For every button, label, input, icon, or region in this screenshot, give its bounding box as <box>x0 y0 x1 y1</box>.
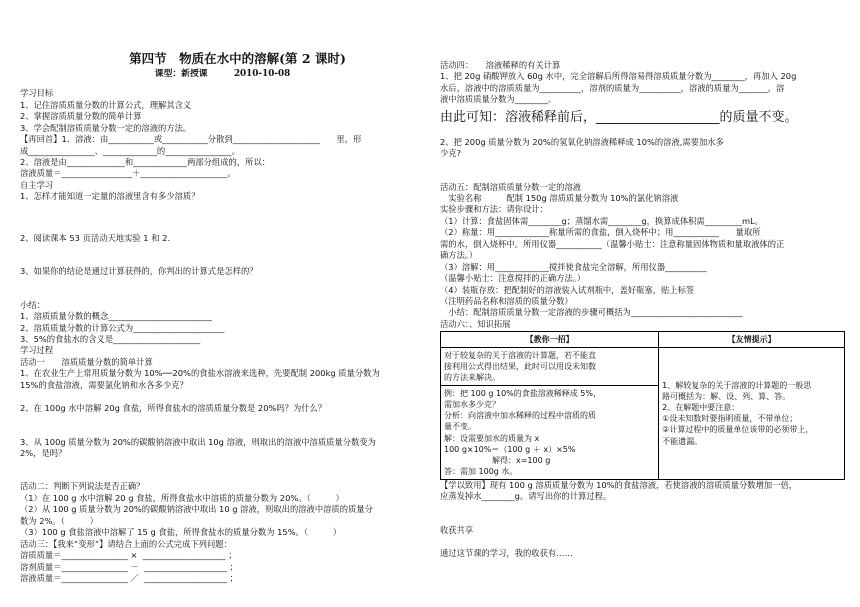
judge-item: 数为 2%。（ ） <box>20 515 99 526</box>
step-calc: （1）计算：食盐固体需________g；蒸馏水需________g，换算成体积需_________mL。 <box>440 215 764 226</box>
activity-4-q1: 水后，溶液中的溶质质量为__________，溶剂的质量为__________，溶液的质量为_______，溶 <box>440 82 785 93</box>
apply-question: 应蒸发掉水________g。请写出你的计算过程。 <box>440 491 612 502</box>
step-weigh: （2）称量：用_____________称量所需的食盐，倒入烧杯中；用___________ 量取所 <box>440 227 761 238</box>
table-example-cell: 例：把 100 g 10%的食盐溶液稀释成 5%， 需加水多少克？ 分析：向溶液中加水稀释的过程中溶质的质 量不变。 解：设需要加水的质量为 x 100 g×10%＝（100 g ＋ x）×5% 解得：x=100 g 答：需加 100g 水。 <box>441 386 659 479</box>
steps-heading: 实验步骤和方法：请你设计： <box>440 204 548 215</box>
activity-2-heading: 活动二：判断下列说法是否正确？ <box>20 481 145 492</box>
activity-1-q2: 2、在 100g 水中溶解 20g 食盐，所得食盐水的溶质质量分数是 20%吗？为什么？ <box>20 403 327 414</box>
table-hint-cell: 1、解较复杂的关于溶液的计算题的一般思 路可概括为：解、设、列、算、答。 2、在解题中要注意： ①设未知数时要指明质量，不带单位； ②计算过程中的质量单位该带的必须带上， 不能遗漏。 <box>659 348 845 479</box>
activity-6-heading: 活动六：、知识拓展 <box>440 318 511 329</box>
step-weigh: 确方法。） <box>440 250 478 261</box>
apply-question: 【学以致用】现有 100 g 溶质质量分数为 10%的食盐溶液，若使溶液的溶质质量分数增加一倍， <box>440 479 798 490</box>
activity-1-q3: 3、从 100g 质量分数为 20%的碳酸钠溶液中取出 10g 溶液，则取出的溶液中溶质质量分数变为 <box>20 436 376 447</box>
review-line: 【再回首】1、溶液：由___________或___________分散到_____________________ 里，形 <box>20 134 362 145</box>
activity-1-q1: 15%的食盐溶液，需要氯化钠和水各多少克？ <box>20 379 188 390</box>
table-header-hint: 【友情提示】 <box>659 332 845 348</box>
activity-5-summary: 小结：配制溶质质量分数一定溶液的步骤可概括为___________________________ <box>440 307 743 318</box>
experiment-name: 实验名称 配制 150g 溶质质量分数为 10%的氯化钠溶液 <box>440 193 679 203</box>
step-dissolve: （温馨小贴士：注意搅拌的正确方法。） <box>440 273 586 284</box>
share-heading: 收获共享 <box>440 524 474 535</box>
question-1: 1、怎样才能知道一定量的溶液里含有多少溶质？ <box>20 191 200 202</box>
judge-item: （1）在 100 g 水中溶解 20 g 食盐，所得食盐水中溶质的质量分数为 20%。（ ） <box>20 492 344 503</box>
summary-item: 2、溶质质量分数的计算公式为______________________ <box>20 322 225 333</box>
activity-4-q1: 液中溶质质量分数为________。 <box>440 94 557 105</box>
activity-4-q2: 少克? <box>440 148 461 159</box>
share-text: 通过这节课的学习，我的收获有…… <box>440 547 573 558</box>
step-store: （4）装瓶存放：把配制好的溶液装入试剂瓶中，盖好瓶塞，贴上标签 <box>440 284 695 295</box>
activity-4-heading: 活动四： 溶液稀释的有关计算 <box>440 60 561 70</box>
review-line: 成________________、_____________的________________。 <box>20 145 240 156</box>
judge-item: （2）从 100 g 质量分数为 20%的碳酸钠溶液中取出 10 g 溶液，则取出的溶液中溶质的质量分 <box>20 504 373 515</box>
process-heading: 学习过程 <box>20 345 54 356</box>
judge-item: （3）100 g 食盐溶液中溶解了 15 g 食盐，所得食盐水的质量分数为 15%。（ ） <box>20 527 342 538</box>
step-weigh: 需的水，倒入烧杯中。所用仪器___________（温馨小贴士：注意称量固体物质和量取液体的正 <box>440 238 785 249</box>
formula-row: 溶剂质量＝________________ － ____________________ ； <box>20 561 238 572</box>
activity-1-heading: 活动一 溶质质量分数的简单计算 <box>20 356 153 367</box>
page-subtitle: 课型：新授课 2010-10-08 <box>154 69 291 80</box>
goal-item: 2、掌握溶质质量分数的简单计算 <box>20 111 142 122</box>
review-line: 溶液质量＝_________________＋_____________________。 <box>20 168 236 179</box>
table-header-tip: 【教你一招】 <box>441 332 659 348</box>
activity-4-q2: 2、把 200g 质量分数为 20%的氢氧化钠溶液稀释成 10%的溶液,需要加水多 <box>440 136 724 147</box>
activity-1-q3: 2%，是吗？ <box>20 448 67 458</box>
formula-row: 溶液质量＝________________ ／ ____________________ ； <box>20 572 238 583</box>
question-2: 2、阅读课本 53 页活动天地实验 1 和 2. <box>20 232 171 243</box>
summary-item: 1、溶质质量分数的概念_________________________ <box>20 311 212 322</box>
dilution-conclusion: 由此可知：溶液稀释前后，___________________的质量不变。 <box>440 109 798 125</box>
question-3: 3、如果你的结论是通过计算获得的，你判出的计算式是怎样的？ <box>20 266 258 277</box>
activity-5-heading: 活动五：配制溶质质量分数一定的溶液 <box>440 181 582 192</box>
summary-item: 3、5%的食盐水的含义是_____________________ <box>20 333 201 344</box>
page-title: 第四节 物质在水中的溶解(第 2 课时) <box>129 51 346 66</box>
review-line: 2、溶液是由______________和_____________两部分组成的，所以： <box>20 157 271 167</box>
table-intro-cell: 对于较复杂的关于溶液的计算题，若不能直 接利用公式得出结果，此时可以用设未知数 的方法来解决。 <box>441 348 659 386</box>
activity-1-q1: 1、在农业生产上常用质量分数为 10%──20%的食盐水溶液来选种，先要配制 200kg 质量分数为 <box>20 368 380 379</box>
goal-item: 1、记住溶质质量分数的计算公式，理解其含义 <box>20 99 192 110</box>
formula-row: 溶质质量＝________________ × ____________________ ； <box>20 550 237 561</box>
right-column <box>440 60 845 559</box>
summary-heading: 小结： <box>20 299 45 310</box>
self-study-heading: 自主学习 <box>20 179 54 190</box>
left-column <box>20 50 425 584</box>
step-dissolve: （3）溶解：用_____________搅拌使食盐完全溶解，所用仪器__________ <box>440 261 707 272</box>
goals-heading: 学习目标 <box>20 88 54 99</box>
extension-table <box>440 331 845 479</box>
goal-item: 3、学会配制溶质质量分数一定的溶液的方法。 <box>20 122 192 133</box>
activity-4-q1: 1、把 20g 硝酸钾放入 60g 水中，完全溶解后所得溶易得溶质质量分数为________，再加入 20g <box>440 71 797 82</box>
step-store: （注明药品名称和溶质的质量分数） <box>440 295 573 306</box>
activity-3-heading: 活动三：【我来“变形”】请结合上面的公式完成下列问题： <box>20 538 232 549</box>
